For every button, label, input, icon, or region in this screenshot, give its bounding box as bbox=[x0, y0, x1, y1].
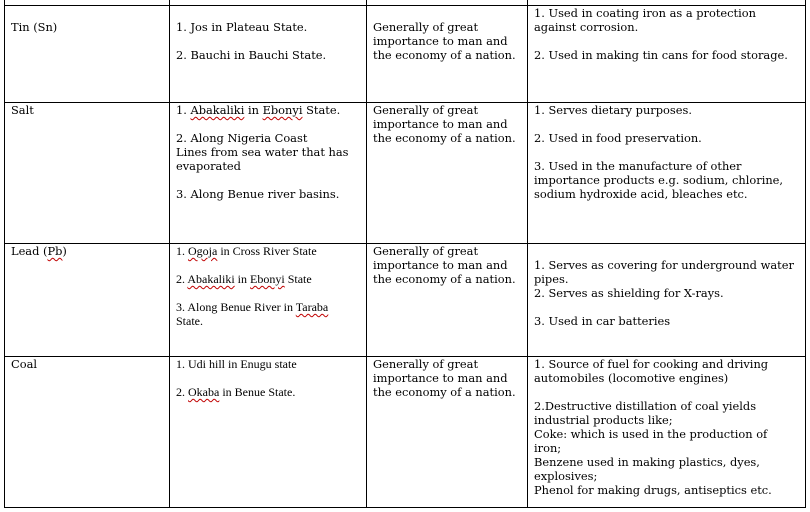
spellcheck-word: Abakaliki bbox=[187, 272, 235, 286]
use-item: automobiles (locomotive engines) bbox=[534, 371, 729, 385]
importance-cell bbox=[367, 244, 528, 357]
location-item bbox=[176, 131, 366, 145]
mineral-name: Tin (Sn) bbox=[11, 20, 58, 34]
spellcheck-word: Okaba bbox=[188, 385, 220, 399]
importance-text: the economy of a nation. bbox=[373, 385, 516, 399]
location-item bbox=[176, 314, 366, 328]
importance-text: the economy of a nation. bbox=[373, 131, 516, 145]
text-run: 2. bbox=[176, 272, 188, 286]
text-run: 1. Udi hill in Enugu state bbox=[176, 357, 297, 371]
importance-text: importance to man and bbox=[373, 258, 508, 272]
locations-cell bbox=[170, 6, 367, 103]
location-item bbox=[176, 159, 366, 173]
spellcheck-word: Ebonyi bbox=[262, 103, 303, 117]
importance-text: Generally of great bbox=[373, 244, 479, 258]
spellcheck-word: Pb bbox=[47, 244, 63, 258]
use-item: Coke: which is used in the production of bbox=[534, 427, 768, 441]
text-run: ) bbox=[62, 244, 67, 258]
text-run: in Cross River State bbox=[217, 244, 317, 258]
rich-lines bbox=[176, 103, 366, 243]
use-item: 2.Destructive distillation of coal yields bbox=[534, 399, 757, 413]
text-run: Lead ( bbox=[11, 244, 48, 258]
spellcheck-word: Abakaliki bbox=[190, 103, 245, 117]
use-item: Phenol for making drugs, antiseptics etc. bbox=[534, 483, 772, 497]
location-item bbox=[176, 103, 366, 117]
text-run: 1. bbox=[176, 244, 188, 258]
mineral-cell bbox=[5, 103, 170, 244]
mineral-name: Coal bbox=[11, 357, 38, 371]
importance-text: importance to man and bbox=[373, 117, 508, 131]
text-run: 2. Along Nigeria Coast bbox=[176, 131, 308, 145]
text-run: 1. bbox=[176, 103, 191, 117]
locations-cell bbox=[170, 357, 367, 508]
uses-cell bbox=[528, 6, 806, 103]
use-item: 3. Used in car batteries bbox=[534, 314, 671, 328]
spellcheck-word: Ogoja bbox=[188, 244, 218, 258]
mineral-cell bbox=[5, 357, 170, 508]
location-item bbox=[176, 272, 366, 286]
importance-cell bbox=[367, 103, 528, 244]
use-item: 2. Serves as shielding for X-rays. bbox=[534, 286, 724, 300]
text-run: in Benue State. bbox=[219, 385, 296, 399]
use-item: importance products e.g. sodium, chlorine, bbox=[534, 173, 784, 187]
importance-text: Generally of great bbox=[373, 20, 479, 34]
use-item: Benzene used in making plastics, dyes, bbox=[534, 455, 760, 469]
importance-text: Generally of great bbox=[373, 357, 479, 371]
rich-lines bbox=[11, 244, 169, 356]
rich-lines bbox=[176, 244, 366, 356]
uses-cell bbox=[528, 103, 806, 244]
importance-cell bbox=[367, 357, 528, 508]
use-item: industrial products like; bbox=[534, 413, 673, 427]
text-run: 2. bbox=[176, 385, 188, 399]
minerals-table bbox=[4, 0, 806, 508]
use-item: pipes. bbox=[534, 272, 569, 286]
text-run: in bbox=[234, 272, 251, 286]
importance-text: Generally of great bbox=[373, 103, 479, 117]
mineral-name bbox=[11, 244, 169, 258]
spellcheck-word: Taraba bbox=[295, 300, 329, 314]
use-item: 1. Source of fuel for cooking and driving bbox=[534, 357, 769, 371]
locations-cell bbox=[170, 244, 367, 357]
use-item: 2. Used in making tin cans for food storage. bbox=[534, 48, 788, 62]
rich-lines bbox=[176, 357, 366, 507]
text-run: evaporated bbox=[176, 159, 241, 173]
location-item: 1. Jos in Plateau State. bbox=[176, 20, 308, 34]
uses-cell bbox=[528, 357, 806, 508]
location-item bbox=[176, 300, 366, 314]
spellcheck-word: Ebonyi bbox=[250, 272, 285, 286]
use-item: explosives; bbox=[534, 469, 598, 483]
text-run: State. bbox=[302, 103, 341, 117]
table-row bbox=[5, 357, 806, 508]
use-item: 1. Used in coating iron as a protection bbox=[534, 6, 756, 20]
importance-text: the economy of a nation. bbox=[373, 272, 516, 286]
location-item bbox=[176, 187, 366, 201]
text-run: 3. Along Benue river basins. bbox=[176, 187, 340, 201]
text-run: State bbox=[284, 272, 312, 286]
importance-cell bbox=[367, 6, 528, 103]
text-run: Lines from sea water that has bbox=[176, 145, 349, 159]
text-run: 3. Along Benue River in bbox=[176, 300, 296, 314]
use-item: iron; bbox=[534, 441, 562, 455]
locations-cell bbox=[170, 103, 367, 244]
location-item bbox=[176, 244, 366, 258]
importance-text: importance to man and bbox=[373, 371, 508, 385]
location-item: 2. Bauchi in Bauchi State. bbox=[176, 48, 327, 62]
text-run: State. bbox=[176, 314, 203, 328]
use-item: against corrosion. bbox=[534, 20, 639, 34]
mineral-cell bbox=[5, 6, 170, 103]
use-item: sodium hydroxide acid, bleaches etc. bbox=[534, 187, 748, 201]
text-run: in bbox=[244, 103, 263, 117]
importance-text: the economy of a nation. bbox=[373, 48, 516, 62]
location-item bbox=[176, 145, 366, 159]
importance-text: importance to man and bbox=[373, 34, 508, 48]
location-item bbox=[176, 385, 366, 399]
location-item bbox=[176, 357, 366, 371]
table-row bbox=[5, 6, 806, 103]
table-row bbox=[5, 103, 806, 244]
use-item: 2. Used in food preservation. bbox=[534, 131, 702, 145]
use-item: 1. Serves as covering for underground water bbox=[534, 258, 794, 272]
mineral-name: Salt bbox=[11, 103, 34, 117]
use-item: 1. Serves dietary purposes. bbox=[534, 103, 692, 117]
use-item: 3. Used in the manufacture of other bbox=[534, 159, 742, 173]
table-row bbox=[5, 244, 806, 357]
mineral-cell bbox=[5, 244, 170, 357]
uses-cell bbox=[528, 244, 806, 357]
